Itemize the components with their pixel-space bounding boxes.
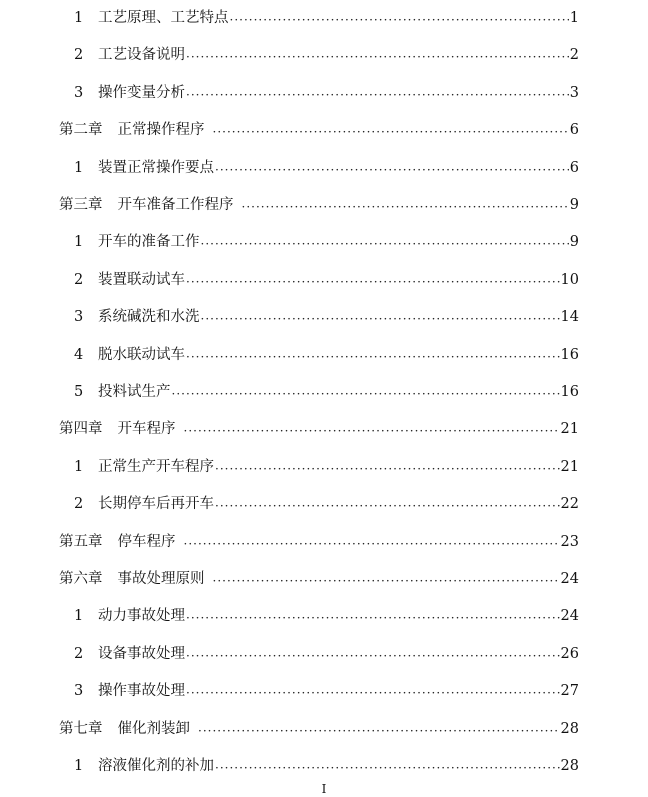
toc-section-row (74, 8, 579, 28)
toc-entry-title: 投料试生产 (98, 384, 171, 400)
toc-section-number: 2 (74, 271, 84, 288)
toc-page-number: 22 (560, 496, 579, 513)
toc-section-number: 1 (74, 458, 84, 475)
toc-section-number: 1 (74, 10, 84, 26)
toc-page-number: 6 (569, 159, 579, 176)
toc-dot-leader (215, 498, 560, 514)
toc-page-number: 16 (560, 384, 579, 400)
toc-page-number: 24 (560, 608, 579, 625)
toc-dot-leader (186, 49, 569, 65)
toc-section-number: 2 (74, 645, 84, 662)
toc-dot-leader (215, 162, 569, 178)
toc-chapter-row (59, 532, 579, 552)
toc-entry-title: 系统碱洗和水洗 (98, 309, 200, 326)
toc-chapter-row (59, 419, 579, 439)
toc-entry-title: 装置正常操作要点 (98, 159, 214, 176)
toc-chapter-number: 第二章 (59, 122, 103, 139)
toc-dot-leader (186, 610, 560, 626)
toc-dot-leader (186, 274, 560, 290)
toc-chapter-row (59, 120, 579, 140)
toc-dot-leader (242, 199, 569, 215)
toc-section-number: 3 (74, 683, 84, 700)
toc-chapter-number: 第四章 (59, 421, 103, 438)
page-footer-number: I (321, 782, 327, 796)
toc-dot-leader (213, 573, 560, 589)
toc-section-number: 1 (74, 159, 84, 176)
toc-entry-title: 正常操作程序 (117, 122, 205, 139)
toc-section-row (74, 644, 579, 664)
toc-entry-title: 脱水联动试车 (98, 346, 185, 363)
toc-section-row (74, 681, 579, 701)
toc-chapter-number: 第六章 (59, 571, 103, 587)
toc-section-row (74, 83, 579, 103)
toc-page-number: 6 (569, 122, 579, 139)
toc-entry-title: 装置联动试车 (98, 271, 185, 288)
toc-entry-title: 开车准备工作程序 (117, 197, 234, 213)
toc-entry-title: 催化剂装卸 (117, 720, 190, 737)
toc-section-number: 1 (74, 608, 84, 625)
toc-section-number: 3 (74, 84, 84, 101)
toc-dot-leader (172, 386, 560, 402)
toc-page-number: 3 (569, 84, 579, 101)
toc-chapter-row (59, 569, 579, 589)
toc-section-row (74, 494, 579, 514)
toc-dot-leader (201, 236, 569, 252)
toc-entry-title: 工艺原理、工艺特点 (98, 10, 229, 26)
toc-entry-title: 开车的准备工作 (98, 234, 200, 251)
toc-entry-title: 溶液催化剂的补加 (98, 758, 214, 774)
toc-chapter-row (59, 195, 579, 215)
toc-entry-title: 开车程序 (117, 421, 176, 438)
toc-dot-leader (215, 760, 560, 776)
toc-page-number: 28 (560, 720, 579, 737)
toc-page-number: 27 (560, 683, 579, 700)
toc-section-number: 5 (74, 384, 84, 400)
toc-section-number: 1 (74, 234, 84, 251)
toc-section-number: 2 (74, 496, 84, 513)
toc-entry-title: 事故处理原则 (117, 571, 205, 587)
toc-chapter-row (59, 719, 579, 739)
toc-dot-leader (184, 423, 560, 439)
toc-dot-leader (230, 12, 569, 28)
toc-section-row (74, 606, 579, 626)
toc-page-number: 9 (569, 234, 579, 251)
toc-section-number: 3 (74, 309, 84, 326)
toc-page-number: 26 (560, 645, 579, 662)
toc-page-number: 9 (569, 197, 579, 213)
toc-page-number: 2 (569, 47, 579, 64)
toc-dot-leader (186, 648, 560, 664)
toc-dot-leader (201, 311, 560, 327)
toc-section-number: 1 (74, 758, 84, 774)
toc-page-number: 21 (560, 458, 579, 475)
toc-section-row (74, 270, 579, 290)
toc-section-row (74, 756, 579, 776)
toc-section-number: 2 (74, 47, 84, 64)
toc-section-row (74, 382, 579, 402)
toc-chapter-number: 第七章 (59, 720, 103, 737)
toc-section-row (74, 457, 579, 477)
toc-dot-leader (213, 124, 569, 140)
toc-section-row (74, 345, 579, 365)
toc-section-row (74, 45, 579, 65)
toc-page-number: 14 (560, 309, 579, 326)
toc-entry-title: 操作事故处理 (98, 683, 185, 700)
toc-dot-leader (186, 87, 569, 103)
toc-dot-leader (186, 349, 560, 365)
toc-entry-title: 停车程序 (117, 533, 176, 550)
toc-entry-title: 操作变量分析 (98, 84, 185, 101)
toc-entry-title: 正常生产开车程序 (98, 458, 214, 475)
toc-dot-leader (186, 685, 560, 701)
toc-section-number: 4 (74, 346, 84, 363)
toc-page-number: 16 (560, 346, 579, 363)
toc-chapter-number: 第五章 (59, 533, 103, 550)
toc-entry-title: 工艺设备说明 (98, 47, 185, 64)
toc-chapter-number: 第三章 (59, 197, 103, 213)
toc-dot-leader (184, 536, 560, 552)
toc-dot-leader (198, 723, 560, 739)
toc-page-number: 28 (560, 758, 579, 774)
toc-section-row (74, 307, 579, 327)
toc-entry-title: 设备事故处理 (98, 645, 185, 662)
toc-dot-leader (215, 461, 560, 477)
toc-page-number: 24 (560, 571, 579, 587)
toc-page-number: 23 (560, 533, 579, 550)
toc-section-row (74, 232, 579, 252)
toc-section-row (74, 158, 579, 178)
toc-page-number: 10 (560, 271, 579, 288)
toc-page-number: 1 (569, 10, 579, 26)
toc-page-number: 21 (560, 421, 579, 438)
toc-entry-title: 长期停车后再开车 (98, 496, 214, 513)
toc-entry-title: 动力事故处理 (98, 608, 185, 625)
